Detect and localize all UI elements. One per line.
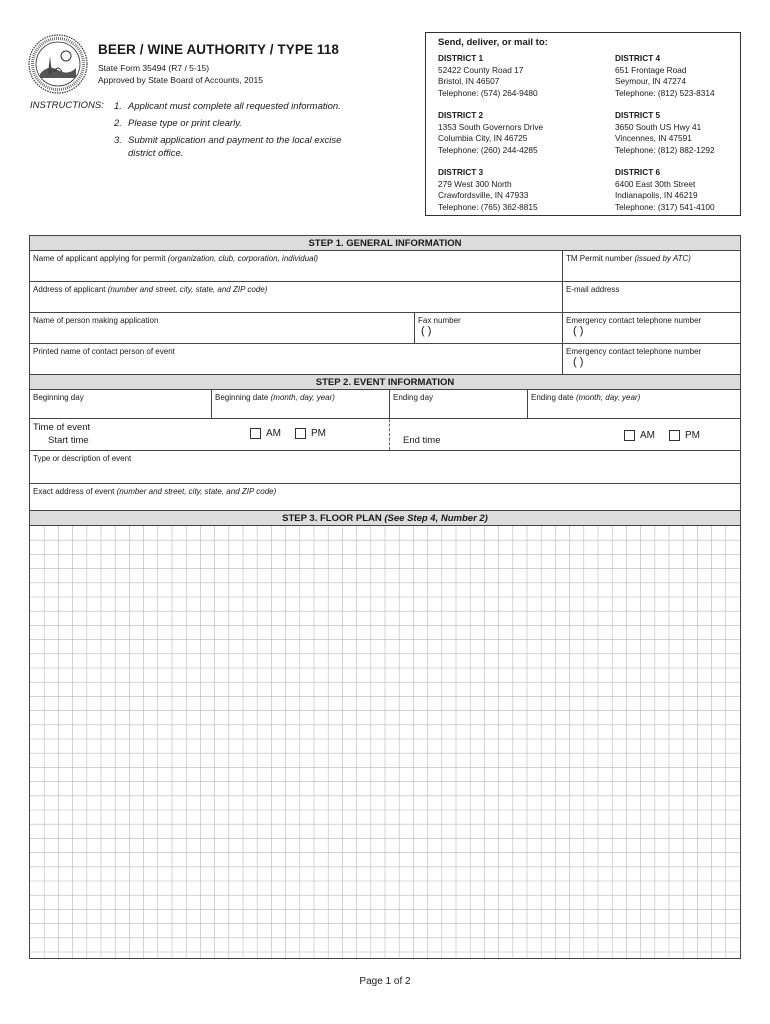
- applicant-address-field[interactable]: Address of applicant (number and street, city, state, and ZIP code): [30, 282, 563, 312]
- district-5: DISTRICT 5 3650 South US Hwy 41 Vincennes, IN 47591 Telephone: (812) 882-1292: [615, 110, 715, 155]
- step3-heading: STEP 3. FLOOR PLAN (See Step 4, Number 2): [30, 511, 740, 526]
- ending-day-field[interactable]: Ending day: [390, 390, 528, 418]
- email-field[interactable]: E-mail address: [566, 285, 620, 294]
- applicant-name-field[interactable]: Name of applicant applying for permit (organization, club, corporation, individual): [30, 251, 563, 281]
- mail-title: Send, deliver, or mail to:: [438, 37, 548, 48]
- event-description-field[interactable]: Type or description of event: [33, 454, 132, 463]
- step2-heading: STEP 2. EVENT INFORMATION: [30, 375, 740, 390]
- end-pm-label: PM: [685, 430, 700, 441]
- tm-permit-field[interactable]: TM Permit number (issued by ATC): [566, 254, 691, 263]
- emergency-phone-2-field[interactable]: Emergency contact telephone number ( ): [566, 347, 702, 368]
- floor-plan-grid-lines: [30, 526, 740, 958]
- ending-date-field[interactable]: Ending date (month, day, year): [531, 393, 641, 402]
- fax-field[interactable]: Fax number ( ): [415, 313, 563, 343]
- contact-person-field[interactable]: Printed name of contact person of event: [30, 344, 563, 374]
- page-number: Page 1 of 2: [359, 976, 411, 987]
- floor-plan-grid[interactable]: [30, 526, 740, 958]
- form-title-block: [98, 42, 339, 86]
- end-am-label: AM: [640, 430, 655, 441]
- instruction-item: 3. Submit application and payment to the local excise district office.: [114, 135, 342, 159]
- state-form-number: State Form 35494 (R7 / 5-15): [98, 63, 210, 73]
- district-3: DISTRICT 3 279 West 300 North Crawfordsville, IN 47933 Telephone: (765) 362-8815: [438, 167, 538, 212]
- person-name-field[interactable]: Name of person making application: [30, 313, 415, 343]
- start-time-field[interactable]: [30, 419, 390, 450]
- step1-heading: STEP 1. GENERAL INFORMATION: [30, 236, 740, 251]
- end-time-field[interactable]: [390, 419, 740, 450]
- start-am-label: AM: [266, 428, 281, 439]
- district-6: DISTRICT 6 6400 East 30th Street Indianapolis, IN 46219 Telephone: (317) 541-4100: [615, 167, 715, 212]
- end-pm-checkbox[interactable]: [669, 430, 680, 441]
- state-seal-icon: [28, 34, 88, 94]
- district-1: DISTRICT 1 52422 County Road 17 Bristol, IN 46507 Telephone: (574) 264-9480: [438, 53, 538, 98]
- start-time-label: Start time: [48, 435, 89, 446]
- end-time-label: End time: [403, 435, 441, 446]
- end-am-checkbox[interactable]: [624, 430, 635, 441]
- beginning-day-field[interactable]: Beginning day: [30, 390, 212, 418]
- district-4: DISTRICT 4 651 Frontage Road Seymour, IN 47274 Telephone: (812) 523-8314: [615, 53, 715, 98]
- emergency-phone-1-field[interactable]: Emergency contact telephone number ( ): [566, 316, 702, 337]
- district-2: DISTRICT 2 1353 South Governors Drive Columbia City, IN 46725 Telephone: (260) 244-4285: [438, 110, 544, 155]
- event-address-field[interactable]: Exact address of event (number and street, city, state, and ZIP code): [33, 487, 277, 496]
- beginning-date-field[interactable]: Beginning date (month, day, year): [212, 390, 390, 418]
- time-of-event-label: Time of event: [33, 422, 91, 433]
- start-am-checkbox[interactable]: [250, 428, 261, 439]
- approval-note: Approved by State Board of Accounts, 2015: [98, 75, 263, 85]
- mailing-address-box: [425, 32, 741, 216]
- instructions-label: INSTRUCTIONS:: [30, 100, 104, 111]
- instruction-item: 1. Applicant must complete all requested information.: [114, 101, 341, 112]
- start-pm-label: PM: [311, 428, 326, 439]
- instruction-item: 2. Please type or print clearly.: [114, 118, 242, 129]
- application-form: [29, 235, 741, 959]
- start-pm-checkbox[interactable]: [295, 428, 306, 439]
- form-title: BEER / WINE AUTHORITY / TYPE 118: [98, 42, 339, 57]
